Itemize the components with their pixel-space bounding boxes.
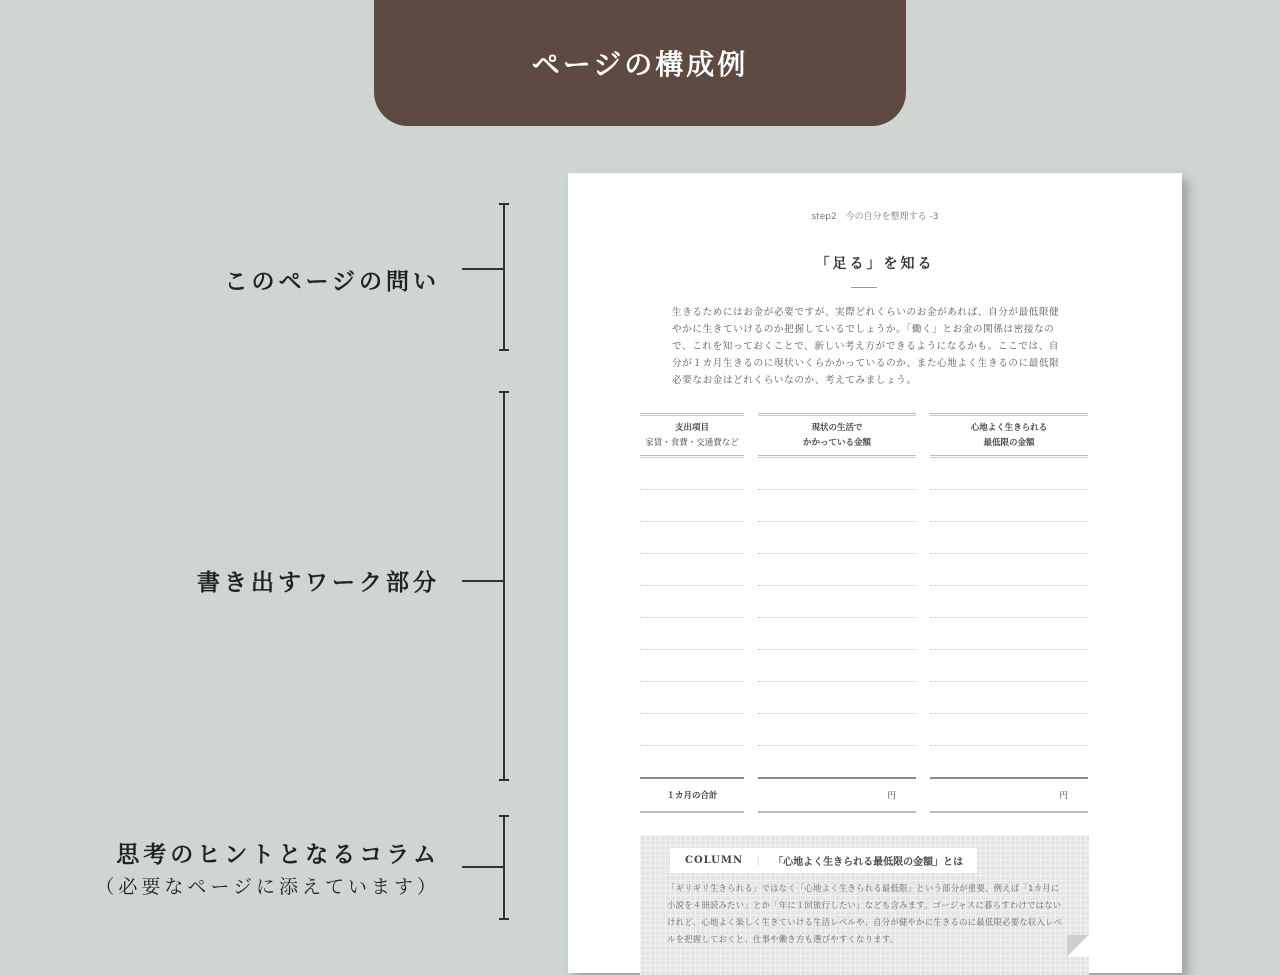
title-divider	[851, 287, 877, 288]
column-header: 最低限の金額	[983, 437, 1035, 448]
bracket-connector	[462, 268, 504, 270]
input-row[interactable]	[930, 586, 1088, 618]
bracket-work	[503, 391, 505, 781]
page-fold-icon	[1067, 935, 1089, 957]
table-column-current	[758, 413, 916, 746]
column-heading	[670, 848, 977, 873]
input-row[interactable]	[930, 458, 1088, 490]
yen-unit: 円	[887, 791, 896, 801]
input-row[interactable]	[930, 650, 1088, 682]
column-header: かかっている金額	[802, 437, 871, 448]
table-column-item	[640, 413, 744, 746]
input-row[interactable]	[640, 586, 744, 618]
input-row[interactable]	[930, 618, 1088, 650]
input-row[interactable]	[640, 714, 744, 746]
annotation-column: 思考のヒントとなるコラム	[116, 842, 440, 868]
column-header: 支出項目	[674, 422, 709, 433]
column-tag: COLUMN	[685, 855, 744, 866]
page-header: step2 今の自分を整理する -3	[811, 212, 939, 222]
intro-text: 生きるためにはお金が必要ですが、実際どれくらいのお金があれば、自分が最低限健やかに生きていけるのか把握しているでしょうか。「働く」とお金の関係は密接なので、これを知っておくことで、新しい考え方ができるようになるかも。ここでは、自分が１カ月生きるのに現状いくらかかっているのか、また心地よく生きるのに最低限必要なお金はどれくらいなのか、考えてみましょう。	[672, 307, 1060, 386]
banner-title: ページの構成例	[531, 48, 749, 81]
banner	[374, 0, 906, 126]
column-title: 「心地よく生きられる最低限の金額」とは	[773, 857, 964, 868]
bracket-question	[503, 203, 505, 351]
input-row[interactable]	[640, 458, 744, 490]
input-row[interactable]	[640, 554, 744, 586]
worksheet-page	[568, 173, 1182, 973]
input-row[interactable]	[640, 650, 744, 682]
input-row[interactable]	[930, 490, 1088, 522]
column-header: 現状の生活で	[811, 422, 863, 433]
page-title: 「足る」を知る	[815, 256, 935, 272]
input-row[interactable]	[758, 650, 916, 682]
column-subheader: 家賃・食費・交通費など	[645, 437, 739, 448]
bracket-connector	[462, 866, 504, 868]
column-box	[640, 835, 1089, 975]
annotation-question: このページの問い	[224, 269, 440, 295]
input-row[interactable]	[640, 618, 744, 650]
input-row[interactable]	[758, 522, 916, 554]
input-row[interactable]	[758, 682, 916, 714]
input-row[interactable]	[930, 554, 1088, 586]
input-row[interactable]	[758, 714, 916, 746]
input-row[interactable]	[758, 490, 916, 522]
total-current[interactable]	[758, 777, 916, 813]
yen-unit: 円	[1059, 791, 1068, 801]
annotation-column-note: （必要なページに添えています）	[95, 876, 440, 898]
bracket-connector	[462, 580, 504, 582]
annotation-work: 書き出すワーク部分	[197, 570, 440, 596]
input-row[interactable]	[930, 522, 1088, 554]
input-row[interactable]	[640, 490, 744, 522]
column-separator: ｜	[753, 857, 764, 868]
total-label: １カ月の合計	[640, 777, 744, 813]
input-row[interactable]	[758, 458, 916, 490]
input-row[interactable]	[930, 682, 1088, 714]
table-column-minimum	[930, 413, 1088, 746]
column-header: 心地よく生きられる	[970, 422, 1048, 433]
input-row[interactable]	[640, 522, 744, 554]
column-body: 「ギリギリ生きられる」ではなく「心地よく生きられる最低限」という部分が重要。例えば「1カ月に小説を４冊読みたい」とか「年に１回旅行したい」なども含みます。ゴージャスに暮らすわけではないけれど、心地よく楽しく生きていける生活レベルや、自分が健やかに生きるのに最低限必要な収入レベルを把握しておくと、仕事や働き方も選びやすくなります。	[667, 883, 1063, 944]
input-row[interactable]	[930, 714, 1088, 746]
total-minimum[interactable]	[930, 777, 1088, 813]
input-row[interactable]	[758, 554, 916, 586]
input-row[interactable]	[758, 618, 916, 650]
input-row[interactable]	[758, 586, 916, 618]
input-row[interactable]	[640, 682, 744, 714]
